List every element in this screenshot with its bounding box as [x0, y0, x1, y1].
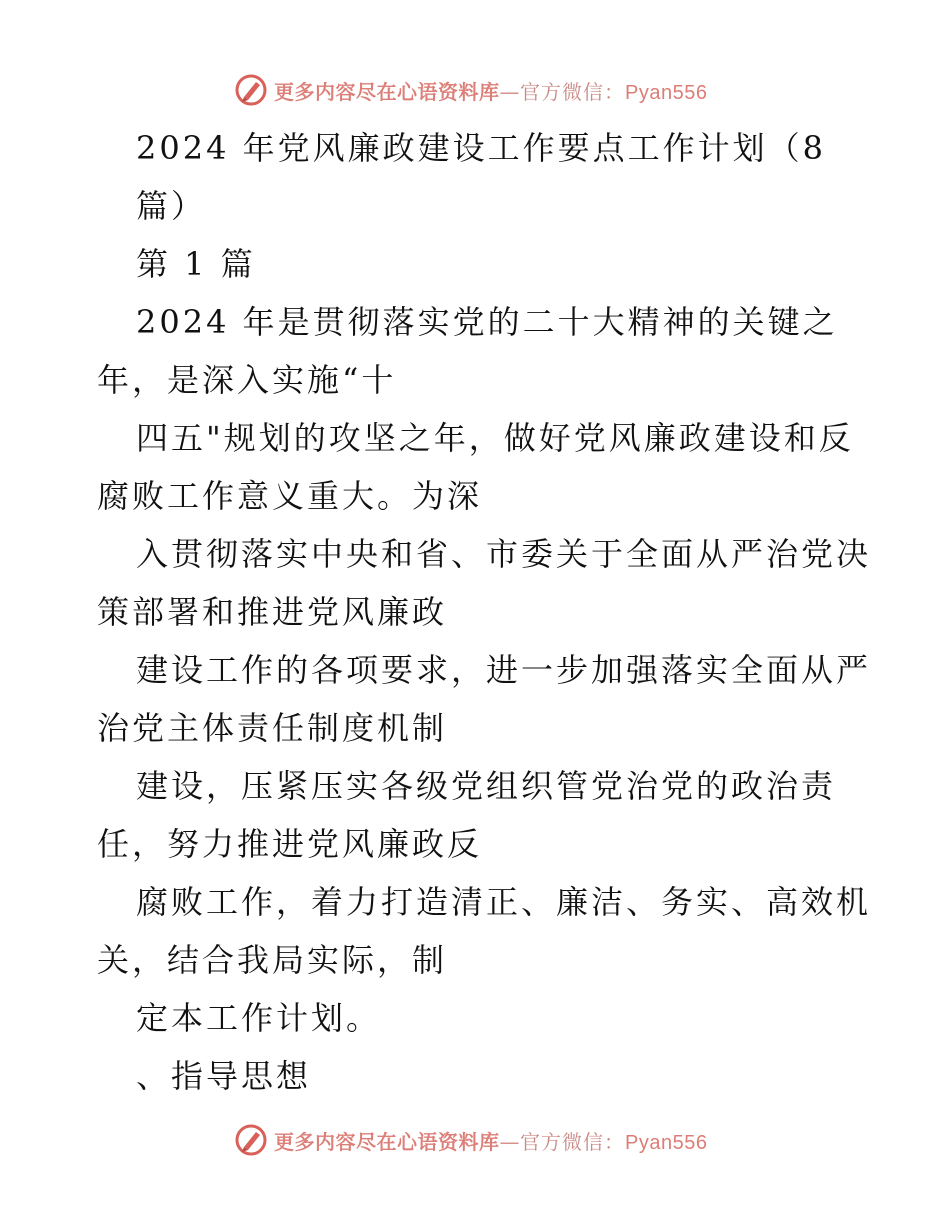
pen-logo-icon — [234, 1123, 268, 1157]
paragraph-line: 建设，压紧压实各级党组织管党治党的政治责 — [136, 767, 837, 805]
footer-watermark — [234, 1122, 707, 1158]
paragraph-line: 策部署和推进党风廉政 — [97, 593, 448, 631]
document-title-line-2: 篇） — [136, 187, 207, 225]
paragraph-line: 腐败工作意义重大。为深 — [97, 477, 483, 515]
subsection-heading: 、指导思想 — [136, 1057, 312, 1095]
paragraph-line: 年，是深入实施“十 — [97, 361, 397, 399]
paragraph-line: 关，结合我局实际，制 — [97, 941, 448, 979]
paragraph-line: 入贯彻落实中央和省、市委关于全面从严治党决 — [136, 535, 872, 573]
watermark-text: 更多内容尽在心语资料库—官方微信：Pyan556 — [274, 1129, 708, 1154]
section-heading: 第 1 篇 — [136, 245, 256, 283]
paragraph-line: 建设工作的各项要求，进一步加强落实全面从严 — [136, 651, 872, 689]
paragraph-line: 腐败工作，着力打造清正、廉洁、务实、高效机 — [136, 883, 872, 921]
paragraph-line: 治党主体责任制度机制 — [97, 709, 448, 747]
paragraph-line: 任，努力推进党风廉政反 — [97, 825, 483, 863]
header-watermark — [234, 72, 707, 108]
watermark-text: 更多内容尽在心语资料库—官方微信：Pyan556 — [274, 79, 708, 104]
pen-logo-icon — [234, 73, 268, 107]
paragraph-line: 四五"规划的攻坚之年，做好党风廉政建设和反 — [136, 419, 854, 457]
paragraph-line: 定本工作计划。 — [136, 999, 382, 1037]
document-title-line-1: 2024 年党风廉政建设工作要点工作计划（8 — [136, 129, 826, 167]
paragraph-line: 2024 年是贯彻落实党的二十大精神的关键之 — [136, 303, 838, 341]
